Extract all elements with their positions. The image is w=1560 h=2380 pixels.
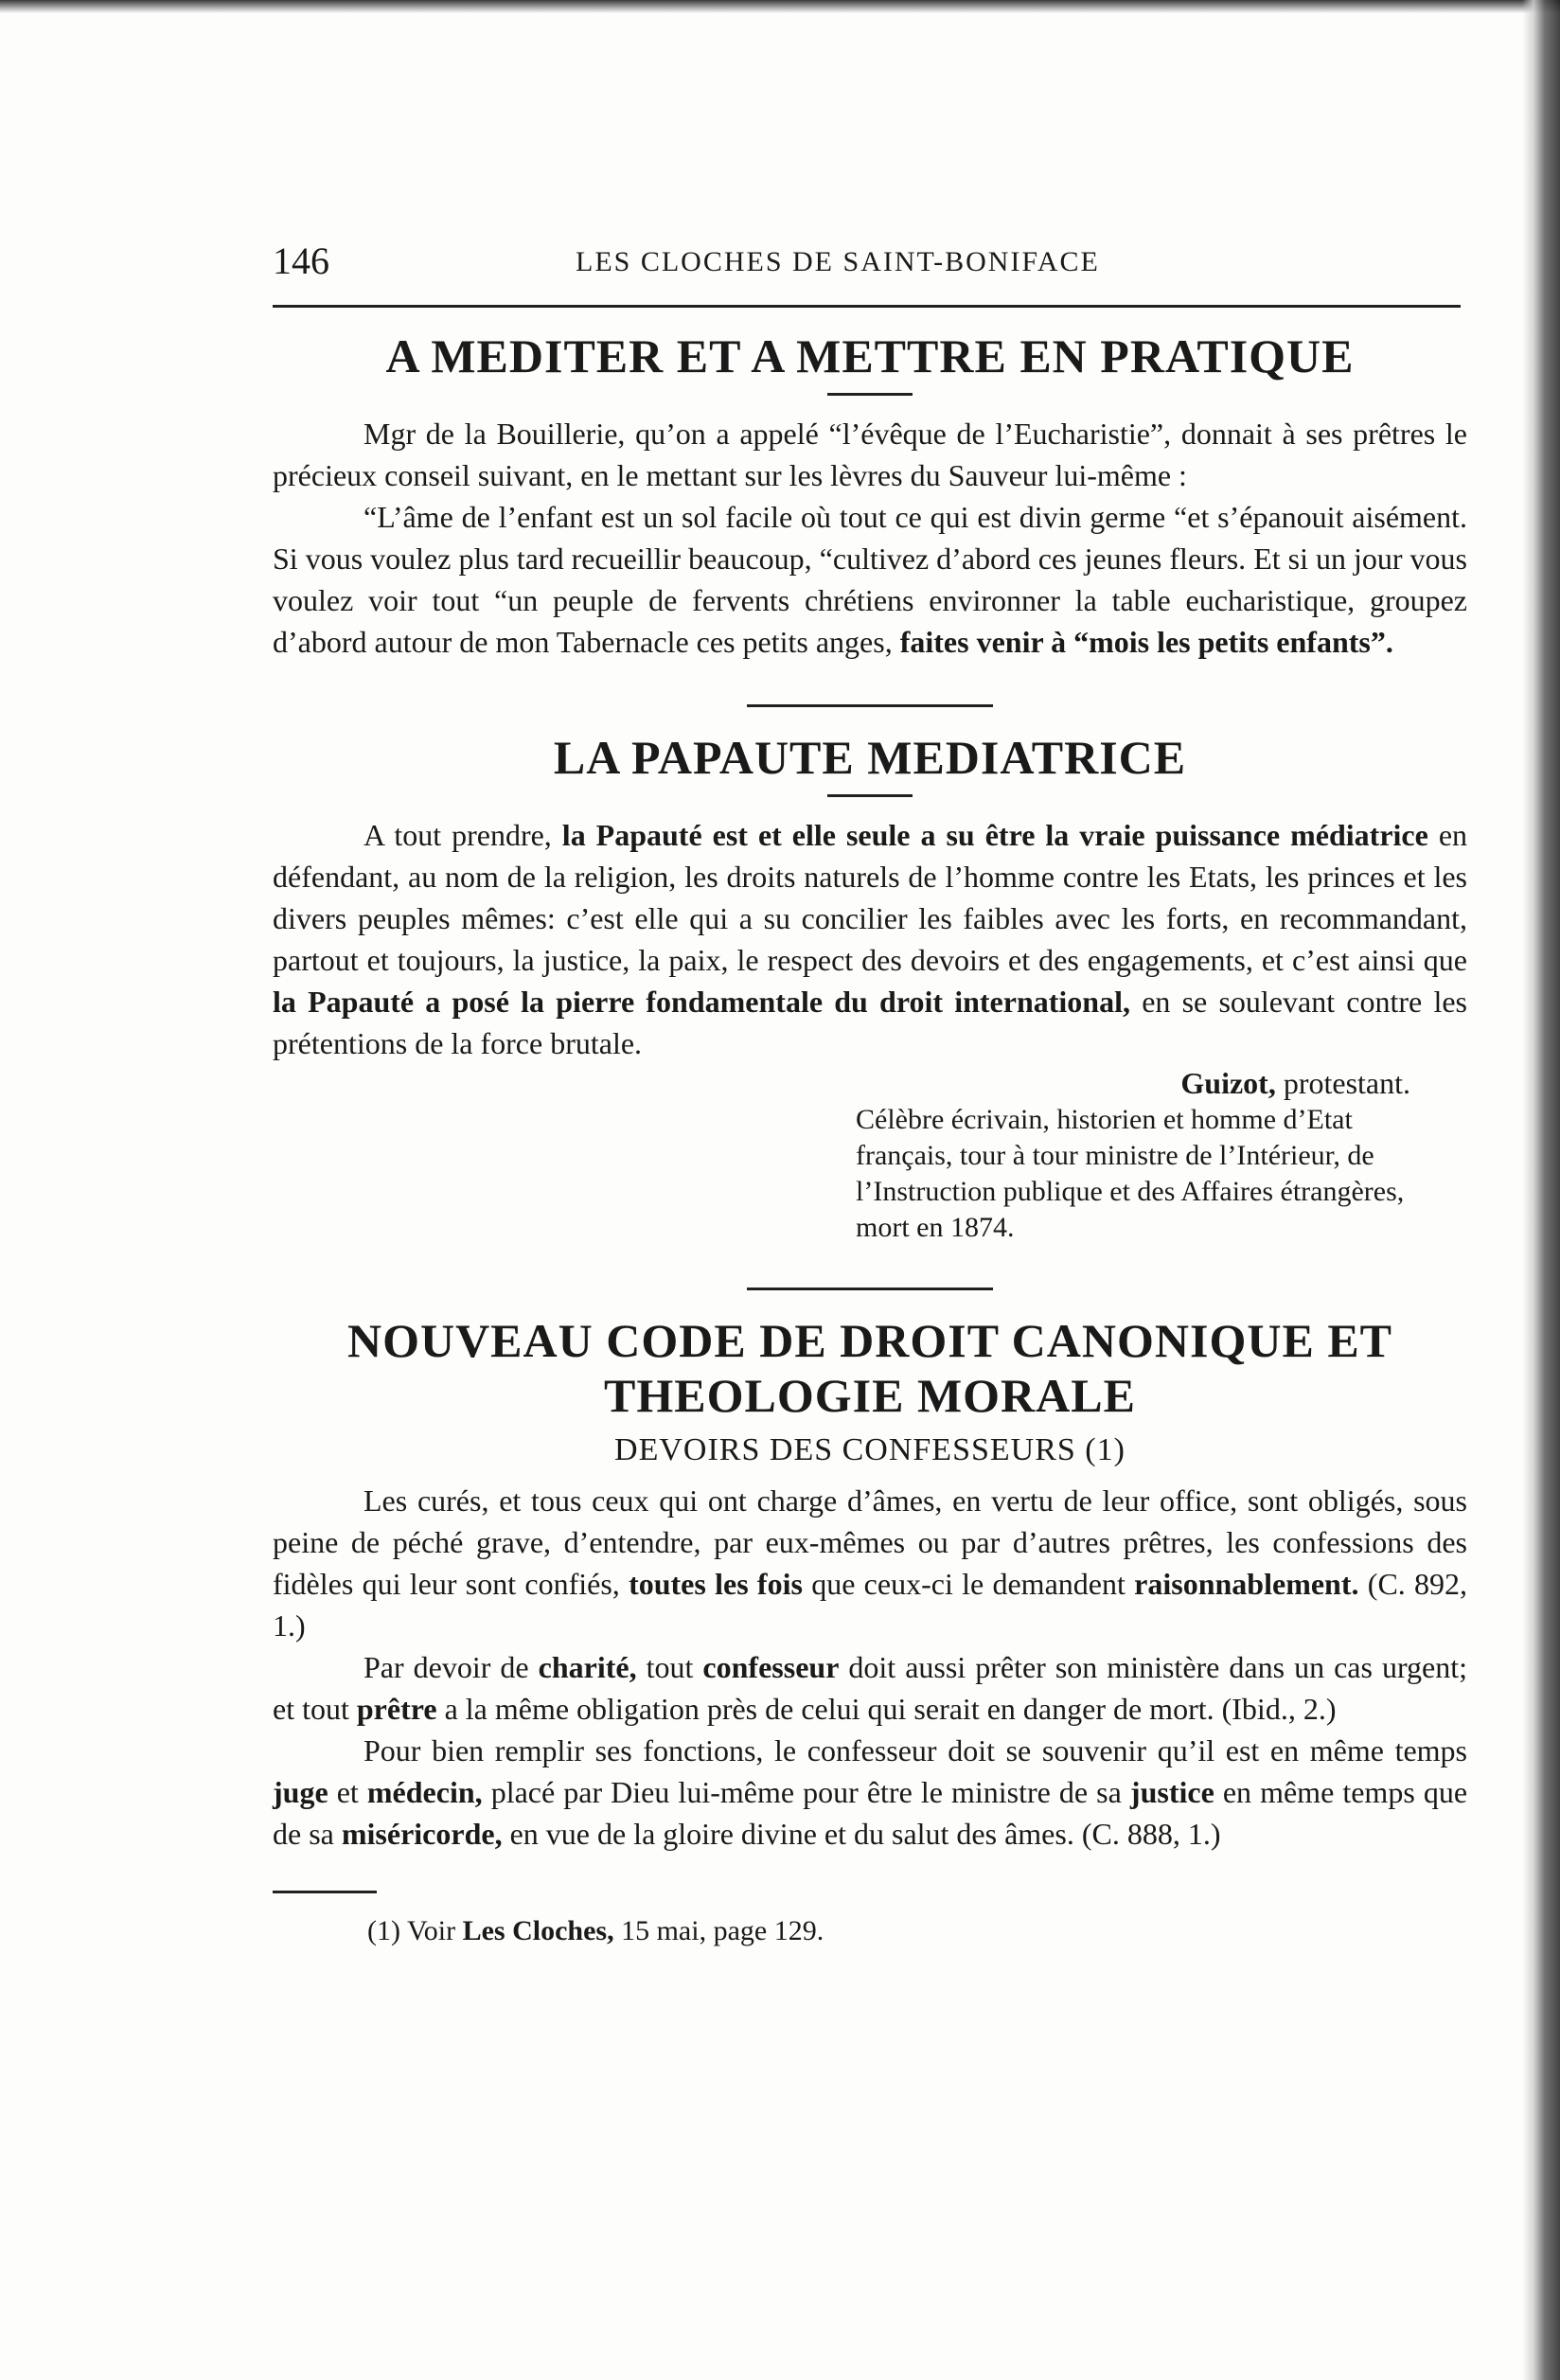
header-rule [273, 305, 1461, 308]
author-note: protestant. [1283, 1066, 1410, 1100]
author-bio: Célèbre écrivain, historien et homme d’Etat français, tour à tour ministre de l’Intérieur, de l’Instruction publique et des Affaires étrangères, mort en 1874. [856, 1104, 1405, 1243]
running-title: LES CLOCHES DE SAINT-BONIFACE [576, 246, 1100, 277]
section-papacy [273, 730, 1467, 1246]
footnote-rule [273, 1891, 377, 1893]
quote-paragraph [273, 496, 1467, 663]
quote-bold: faites venir à “mois les petits enfants”. [899, 625, 1393, 659]
title-rule [827, 794, 913, 797]
section-canon-law [273, 1313, 1467, 1855]
author-signature [273, 1064, 1467, 1102]
section-title: LA PAPAUTE MEDIATRICE [553, 731, 1187, 784]
author-name: Guizot, [1180, 1066, 1276, 1100]
section-divider [747, 704, 993, 707]
section-meditate [273, 329, 1467, 663]
footnote-marker: (1) [367, 1915, 400, 1946]
section-title: A MEDITER ET A METTRE EN PRATIQUE [385, 329, 1355, 382]
page [273, 218, 1467, 1950]
paragraph: Les curés, et tous ceux qui ont charge d’âmes, en vertu de leur office, sont obligés, sous peine de péché grave, d’entendre, par eux-mêmes ou par d’autres prêtres, les confessions des fidèles qui leur sont confiés, toutes les fois que ceux-ci le demandent raisonnablement. (C. 892, 1.) [273, 1483, 1468, 1643]
scan-top-edge [0, 0, 1560, 13]
title-rule [827, 393, 913, 396]
footnote: (1) Voir Les Cloches, 15 mai, page 129. [367, 1915, 824, 1946]
section-title-line-2: THEOLOGIE MORALE [604, 1369, 1136, 1422]
page-number: 146 [273, 240, 329, 282]
paragraph: A tout prendre, la Papauté est et elle seule a su être la vraie puissance médiatrice en défendant, au nom de la religion, les droits naturels de l’homme contre les Etats, les princes et les divers peuples mêmes: c’est elle qui a su concilier les faibles avec les forts, en recommandant, partout et toujours, la justice, la paix, le respect des devoirs et des engagements, et c’est ainsi que la Papauté a posé la pierre fondamentale du droit international, en se soulevant contre les prétentions de la force brutale. [273, 818, 1468, 1060]
section-title-line-1: NOUVEAU CODE DE DROIT CANONIQUE ET [346, 1314, 1393, 1367]
section-subtitle: DEVOIRS DES CONFESSEURS (1) [614, 1432, 1126, 1467]
paragraph: Mgr de la Bouillerie, qu’on a appelé “l’évêque de l’Eucharistie”, donnait à ses prêtres le précieux conseil suivant, en le mettant sur les lèvres du Sauveur lui-même : [273, 417, 1467, 492]
scan-binding-edge [1522, 0, 1560, 2380]
running-header [273, 218, 1467, 282]
paragraph: Pour bien remplir ses fonctions, le confesseur doit se souvenir qu’il est en même temps juge et médecin, placé par Dieu lui-même pour être le ministre de sa justice en même temps que de sa miséricorde, en vue de la gloire divine et du salut des âmes. (C. 888, 1.) [273, 1733, 1468, 1851]
paragraph: Par devoir de charité, tout confesseur doit aussi prêter son ministère dans un cas urgent; et tout prêtre a la même obligation près de celui qui serait en danger de mort. (Ibid., 2.) [273, 1650, 1468, 1726]
section-divider [747, 1288, 993, 1290]
quote-text: “L’âme de l’enfant est un sol facile où tout ce qui est divin germe “et s’épanouit aisément. Si vous voulez plus tard recueillir beaucoup, “cultivez d’abord ces jeunes fleurs. Et si un jour vous voulez voir tout “un peuple de fervents chrétiens environner la table eucharistique, groupez d’abord autour de mon Tabernacle ces petits anges, [273, 500, 1467, 659]
